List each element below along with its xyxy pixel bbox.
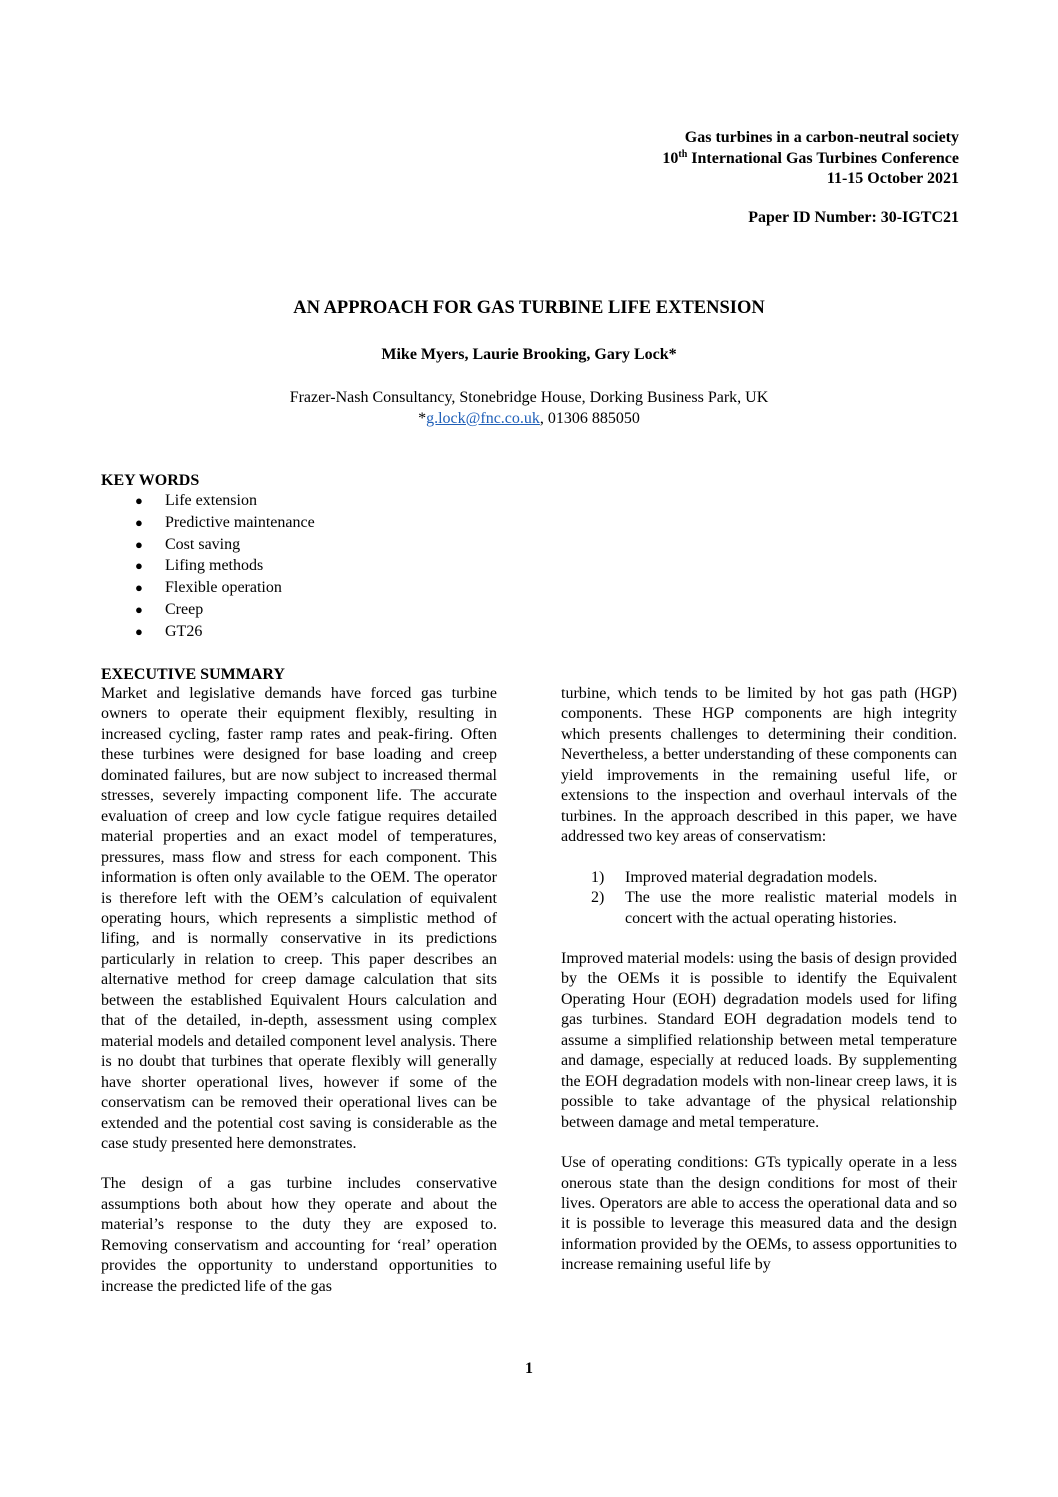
keywords-list [101,491,315,644]
affiliation-address: Frazer-Nash Consultancy, Stonebridge House, Dorking Business Park, UK [289,389,769,406]
summary-paragraph: Use of operating conditions: GTs typically operate in a less onerous state than the design conditions for most of their lives. Operators are able to access the operational data and so it is possible to leverage this measured data and the design information provided by the OEMs, to assess opportunities to increase remaining useful life by [561,1154,957,1274]
left-column [101,684,497,1297]
conference-header [662,128,959,190]
summary-paragraph: The design of a gas turbine includes conservative assumptions both about how they operate and about the material’s response to the duty they are exposed to. Removing conservatism and accounting for ‘real’ operation provides the opportunity to understand opportunities to increase the predicted life of the gas [101,1175,497,1295]
keyword-item: ● GT26 [101,622,315,644]
conference-name: 10th International Gas Turbines Conference [662,148,959,167]
keyword-item: ● Life extension [101,491,315,513]
executive-summary-heading: EXECUTIVE SUMMARY [101,666,285,683]
summary-paragraph: Improved material models: using the basis of design provided by the OEMs it is possible to identify the Equivalent Operating Hour (EOH) degradation models used for lifing gas turbines. Standard EOH degradation models tend to assume a simplified relationship between metal temperature and damage, especially at reduced loads. By supplementing the EOH degradation models with non-linear creep laws, it is possible to take advantage of the physical relationship between damage and metal temperature. [561,949,957,1131]
affiliation [0,388,1058,429]
keyword-item: ● Lifing methods [101,556,315,578]
paper-title: AN APPROACH FOR GAS TURBINE LIFE EXTENSION [293,298,765,318]
keyword-item: ● Creep [101,600,315,622]
numbered-item: 1) Improved material degradation models. [591,868,878,886]
bullet-icon: ● [135,493,143,508]
bullet-icon: ● [135,514,143,530]
keyword-item: ● Cost saving [101,535,315,557]
conference-dates: 11-15 October 2021 [826,170,959,187]
affiliation-contact: *g.lock@fnc.co.uk, 01306 885050 [418,409,640,427]
bullet-icon: ● [135,580,143,596]
bullet-icon: ● [135,601,143,617]
summary-paragraph: Market and legislative demands have forced gas turbine owners to operate their equipment flexibly, resulting in increased cycling, faster ramp rates and peak-firing. Often these turbines were designed for base loading and creep dominated failures, but are now subject to increased thermal stresses, severely impacting component life. The accurate evaluation of creep and low cycle fatigue requires detailed material properties and an exact model of temperatures, pressures, mass flow and stress for each component. This information is often only available to the OEM. The operator is therefore left with the OEM’s calculation of equivalent operating hours, which represents a simplistic method of lifing, and is normally conservative in its predictions particularly in relation to creep. This paper describes an alternative method for creep damage calculation that sits between the established Equivalent Hours calculation and that of the detailed, in-depth, assessment using complex material models and detailed component level analysis. There is no doubt that turbines that operate flexibly will generally have shorter operational lives, however if some of the conservatism can be removed their operational lives can be extended and the potential cost saving is considerable as the case study presented here demonstrates. [101,685,497,1152]
paper-id: Paper ID Number: 30-IGTC21 [748,209,959,226]
numbered-list [561,868,957,929]
page-number: 1 [525,1360,533,1377]
bullet-icon: ● [135,623,143,639]
paper-authors: Mike Myers, Laurie Brooking, Gary Lock* [381,346,677,363]
numbered-item: 2) The use the more realistic material models in concert with the actual operating histories. [591,889,957,927]
summary-paragraph: turbine, which tends to be limited by hot gas path (HGP) components. These HGP components are high integrity which presents challenges to determining their condition. Nevertheless, a better understanding of these components can yield improvements in the remaining useful life, or extensions to the inspection and overhaul intervals of the turbines. In the approach described in this paper, we have addressed two key areas of conservatism: [561,685,957,846]
bullet-icon: ● [135,536,143,552]
email-link[interactable]: g.lock@fnc.co.uk [426,409,540,427]
right-column [561,684,957,1276]
conference-theme: Gas turbines in a carbon-neutral society [684,129,959,146]
keyword-item: ● Flexible operation [101,578,315,600]
keywords-heading: KEY WORDS [101,472,200,489]
keyword-item: ● Predictive maintenance [101,513,315,535]
bullet-icon: ● [135,558,143,574]
